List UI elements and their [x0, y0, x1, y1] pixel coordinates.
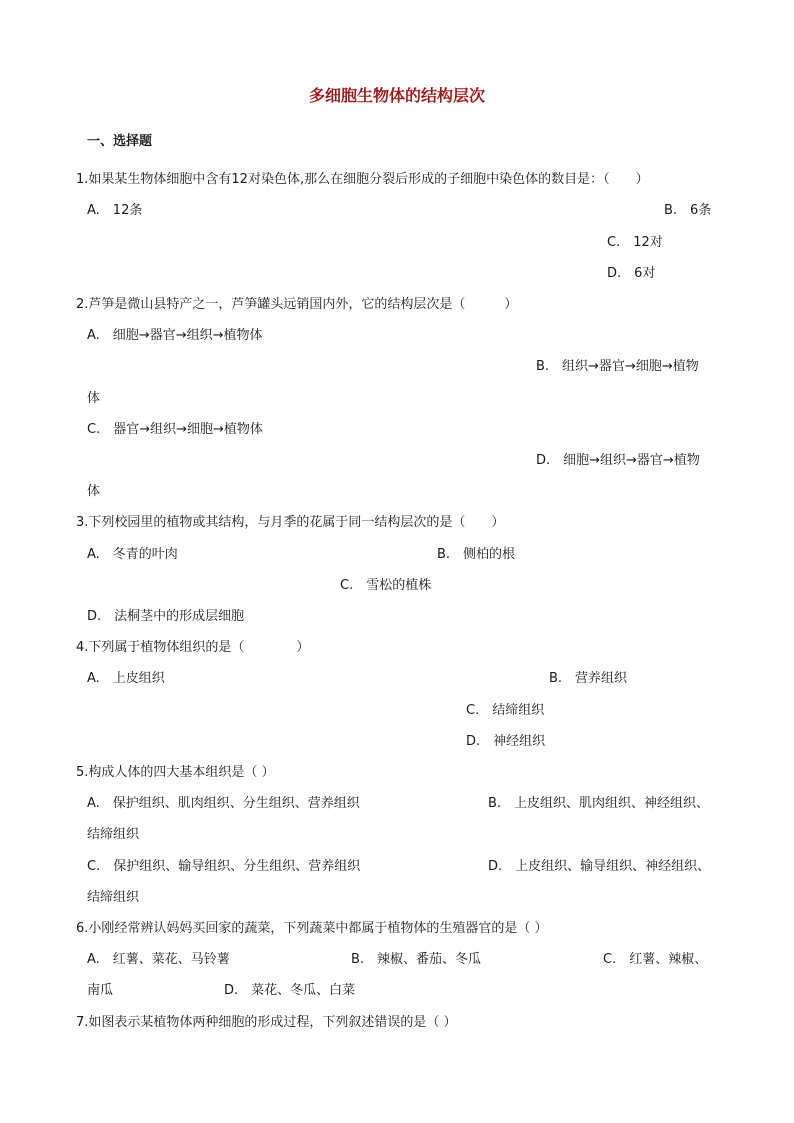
question-2-option-c[interactable]: C. 器官→组织→细胞→植物体	[87, 422, 263, 437]
question-2-option-b-wrap: 体	[87, 391, 101, 406]
question-3-stem: 3.下列校园里的植物或其结构，与月季的花属于同一结构层次的是（ ）	[76, 515, 505, 530]
question-7-stem: 7.如图表示某植物体两种细胞的形成过程，下列叙述错误的是（ ）	[76, 1015, 457, 1030]
question-4-option-a[interactable]: A. 上皮组织	[87, 671, 165, 686]
question-4-option-c[interactable]: C. 结缔组织	[466, 703, 545, 718]
question-5-option-d-wrap: 结缔组织	[87, 890, 140, 905]
question-5-option-b-wrap: 结缔组织	[87, 827, 140, 842]
question-1-option-a[interactable]: A. 12条	[87, 203, 143, 218]
question-1-stem: 1.如果某生物体细胞中含有12对染色体,那么在细胞分裂后形成的子细胞中染色体的数目是：（ ）	[76, 172, 649, 187]
question-1-option-c[interactable]: C. 12对	[607, 235, 663, 250]
page-title: 多细胞生物体的结构层次	[308, 86, 485, 105]
question-6-stem: 6.小刚经常辨认妈妈买回家的蔬菜，下列蔬菜中都属于植物体的生殖器官的是（ ）	[76, 921, 548, 936]
question-5-option-a[interactable]: A. 保护组织、肌肉组织、分生组织、营养组织	[87, 796, 360, 811]
question-3-option-d[interactable]: D. 法桐茎中的形成层细胞	[87, 609, 245, 624]
question-3-option-c[interactable]: C. 雪松的植株	[340, 578, 432, 593]
question-6-option-c[interactable]: C. 红薯、辣椒、	[603, 952, 708, 967]
question-6-option-d[interactable]: D. 菜花、冬瓜、白菜	[224, 983, 356, 998]
question-5-option-d[interactable]: D. 上皮组织、输导组织、神经组织、	[488, 859, 711, 874]
question-4-option-b[interactable]: B. 营养组织	[549, 671, 628, 686]
question-5-option-c[interactable]: C. 保护组织、输导组织、分生组织、营养组织	[87, 859, 361, 874]
question-3-option-b[interactable]: B. 侧柏的根	[437, 547, 516, 562]
section-heading: 一、选择题	[87, 134, 153, 149]
question-3-option-a[interactable]: A. 冬青的叶肉	[87, 547, 178, 562]
question-4-stem: 4.下列属于植物体组织的是（ ）	[76, 640, 310, 655]
question-1-option-d[interactable]: D. 6对	[607, 266, 656, 281]
question-6-option-b[interactable]: B. 辣椒、番茄、冬瓜	[351, 952, 482, 967]
question-6-option-c-wrap: 南瓜	[87, 983, 114, 998]
question-2-stem: 2.芦笋是微山县特产之一，芦笋罐头远销国内外，它的结构层次是（ ）	[76, 297, 518, 312]
question-2-option-b[interactable]: B. 组织→器官→细胞→植物	[536, 359, 699, 374]
question-2-option-d-wrap: 体	[87, 484, 101, 499]
question-6-option-a[interactable]: A. 红薯、菜花、马铃薯	[87, 952, 230, 967]
question-2-option-d[interactable]: D. 细胞→组织→器官→植物	[536, 453, 700, 468]
question-4-option-d[interactable]: D. 神经组织	[466, 734, 546, 749]
question-5-stem: 5.构成人体的四大基本组织是（ ）	[76, 765, 275, 780]
question-5-option-b[interactable]: B. 上皮组织、肌肉组织、神经组织、	[488, 796, 710, 811]
question-2-option-a[interactable]: A. 细胞→器官→组织→植物体	[87, 328, 263, 343]
question-1-option-b[interactable]: B. 6条	[664, 203, 712, 218]
